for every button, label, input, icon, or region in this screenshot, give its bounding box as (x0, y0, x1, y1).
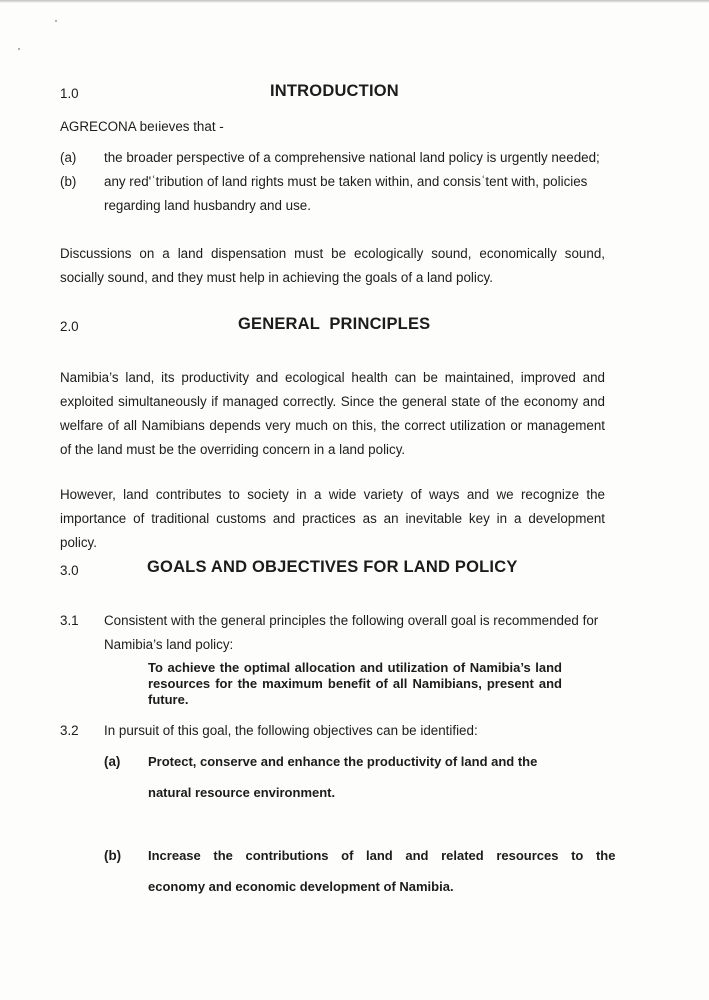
subsection-text: In pursuit of this goal, the following objectives can be identified: (104, 723, 478, 738)
section-heading: INTRODUCTION (270, 82, 399, 100)
scan-edge (0, 0, 709, 3)
objective-text: economy and economic development of Namibia. (148, 879, 454, 894)
objective-text: Increase the contributions of land and related resources to the (148, 848, 616, 863)
scan-speck (18, 48, 20, 50)
objective-label: (a) (104, 754, 121, 769)
intro-paragraph: Discussions on a land dispensation must be ecologically sound, economically sound, socially sound, and they must help in achieving the goals of a land policy. (60, 246, 605, 285)
list-label: (a) (60, 150, 77, 165)
objective-text: natural resource environment. (148, 785, 336, 800)
subsection-number: 3.1 (60, 613, 79, 628)
principles-paragraph: However, land contributes to society in a wide variety of ways and we recognize the importance of traditional customs and practices as an inevitable key in a development policy. (60, 487, 605, 550)
scan-speck (55, 20, 57, 22)
principles-paragraph: Namibia’s land, its productivity and ecological health can be maintained, improved and exploited simultaneously if managed correctly. Since the general state of the economy and welfare of all Namibians depends very much on this, the correct utilization or management of the land must be the overriding concern in a land policy. (60, 370, 605, 457)
list-item-text: the broader perspective of a comprehensive national land policy is urgently needed; (104, 150, 600, 165)
subsection-text: Namibia’s land policy: (104, 637, 234, 652)
goal-statement: To achieve the optimal allocation and utilization of Namibia’s land resources for the maximum benefit of all Namibians, present and future. (148, 660, 562, 707)
section-number: 1.0 (60, 86, 79, 101)
objective-label: (b) (104, 848, 122, 863)
objective-text: Protect, conserve and enhance the productivity of land and the (148, 754, 538, 769)
list-item-text: regarding land husbandry and use. (104, 198, 311, 213)
subsection-text: Consistent with the general principles the following overall goal is recommended for (104, 613, 599, 628)
section-heading: GOALS AND OBJECTIVES FOR LAND POLICY (147, 558, 518, 576)
intro-lead: AGRECONA beıieves that - (60, 119, 224, 134)
list-item-text: any red'ʿtribution of land rights must be taken within, and consisʿtent with, policies (104, 174, 588, 189)
section-number: 2.0 (60, 319, 79, 334)
section-heading: GENERAL PRINCIPLES (238, 315, 431, 333)
section-number: 3.0 (60, 563, 79, 578)
subsection-number: 3.2 (60, 723, 79, 738)
list-label: (b) (60, 174, 77, 189)
